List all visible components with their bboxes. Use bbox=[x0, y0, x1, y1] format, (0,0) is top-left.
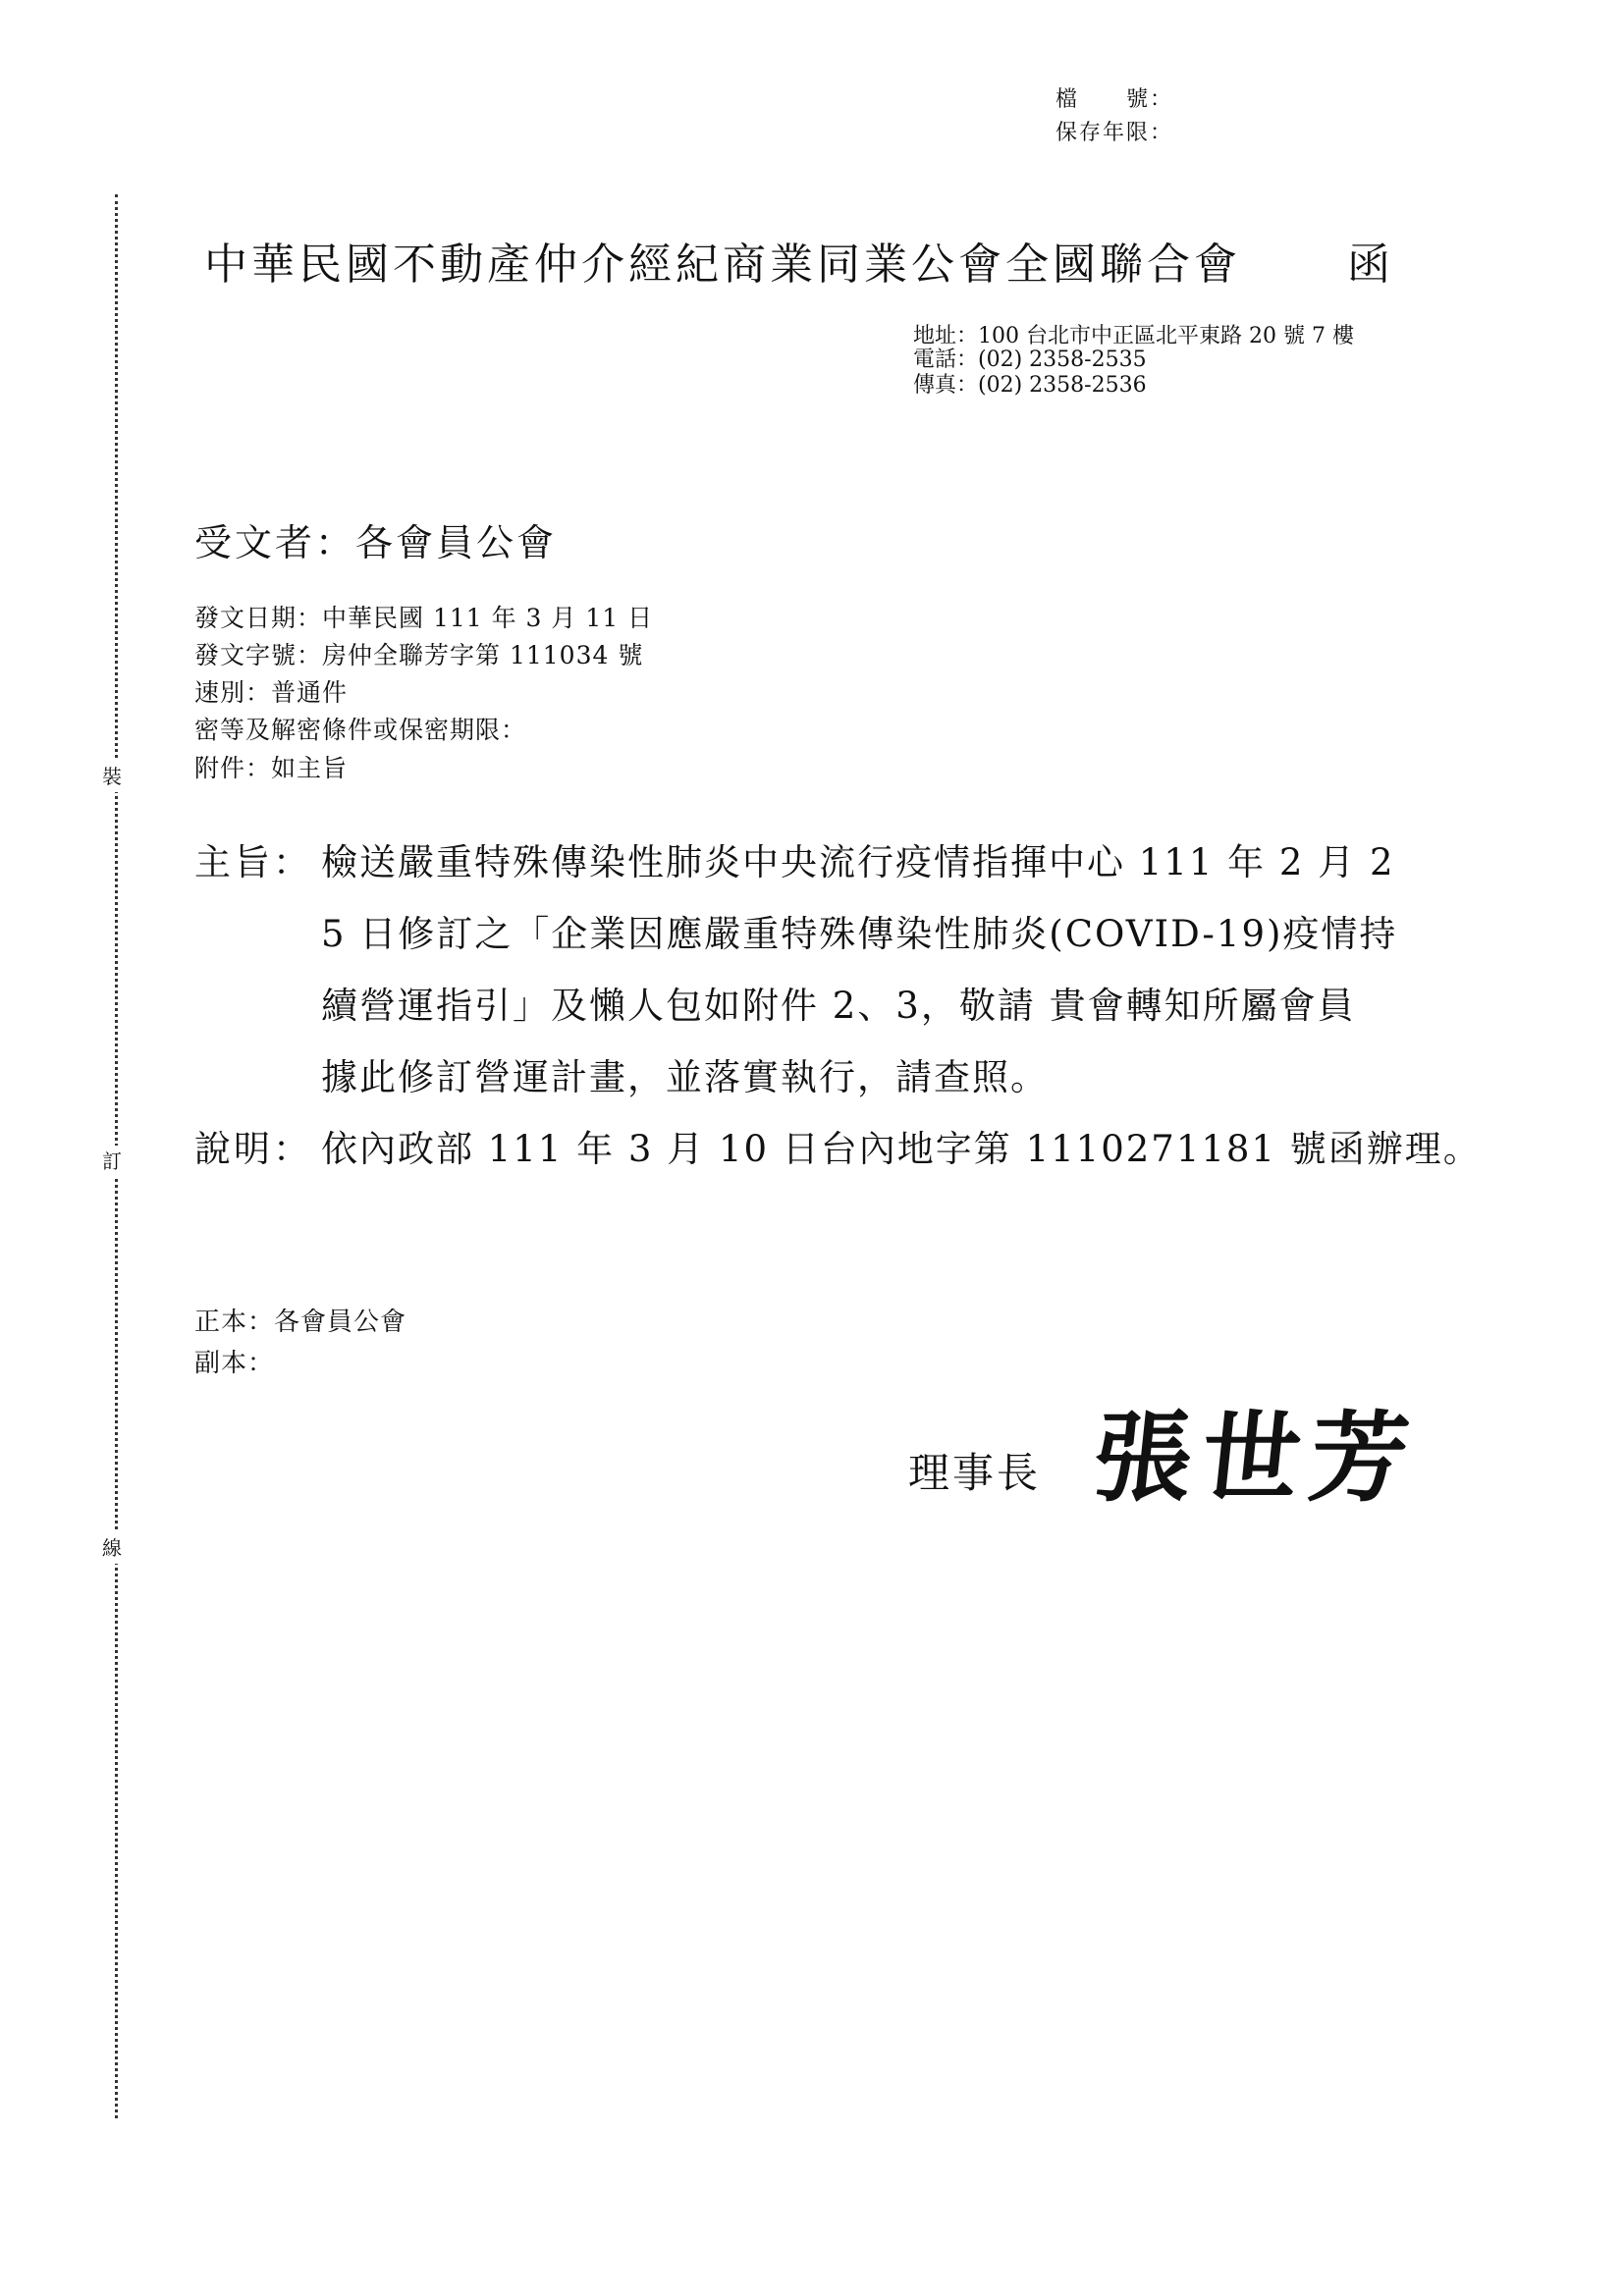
contact-phone: 電話：(02) 2358-2535 bbox=[913, 347, 1147, 372]
secrecy-level: 密等及解密條件或保密期限： bbox=[194, 716, 527, 744]
subject-line: 續營運指引」及懶人包如附件 2、3，敬請 貴會轉知所屬會員 bbox=[321, 985, 1356, 1027]
document-number: 發文字號：房仲全聯芳字第 111034 號 bbox=[194, 641, 644, 669]
signatory-title: 理事長 bbox=[908, 1449, 1042, 1497]
delivery-speed: 速別：普通件 bbox=[194, 678, 349, 707]
original-copy-recipients: 正本：各會員公會 bbox=[194, 1308, 407, 1337]
duplicate-copy-recipients: 副本： bbox=[194, 1349, 275, 1378]
binding-mark-xian: 線 bbox=[102, 1532, 122, 1564]
file-number-field: 檔 號： bbox=[1056, 87, 1174, 112]
explanation-line: 依內政部 111 年 3 月 10 日台內地字第 1110271181 號函辦理。 bbox=[321, 1128, 1482, 1170]
attachment-note: 附件：如主旨 bbox=[194, 754, 349, 782]
organization-title: 中華民國不動產仲介經紀商業同業公會全國聯合會 bbox=[204, 240, 1241, 290]
contact-address: 地址：100 台北市中正區北平東路 20 號 7 樓 bbox=[913, 324, 1354, 348]
subject-label: 主旨： bbox=[194, 841, 312, 883]
issue-date: 發文日期：中華民國 111 年 3 月 11 日 bbox=[194, 604, 654, 632]
signature-name: 張世芳 bbox=[1087, 1401, 1425, 1516]
binding-mark-ding: 訂 bbox=[102, 1146, 122, 1177]
subject-line: 據此修訂營運計畫，並落實執行，請查照。 bbox=[321, 1056, 1049, 1098]
explanation-label: 說明： bbox=[194, 1128, 312, 1170]
subject-line: 5 日修訂之「企業因應嚴重特殊傳染性肺炎(COVID-19)疫情持 bbox=[321, 913, 1398, 955]
retention-period-field: 保存年限： bbox=[1056, 121, 1174, 145]
document-type: 函 bbox=[1347, 240, 1390, 290]
binding-mark-zhuang: 裝 bbox=[102, 761, 122, 792]
subject-line: 檢送嚴重特殊傳染性肺炎中央流行疫情指揮中心 111 年 2 月 2 bbox=[321, 841, 1395, 883]
recipient: 受文者：各會員公會 bbox=[194, 521, 558, 564]
contact-fax: 傳真：(02) 2358-2536 bbox=[913, 373, 1147, 398]
